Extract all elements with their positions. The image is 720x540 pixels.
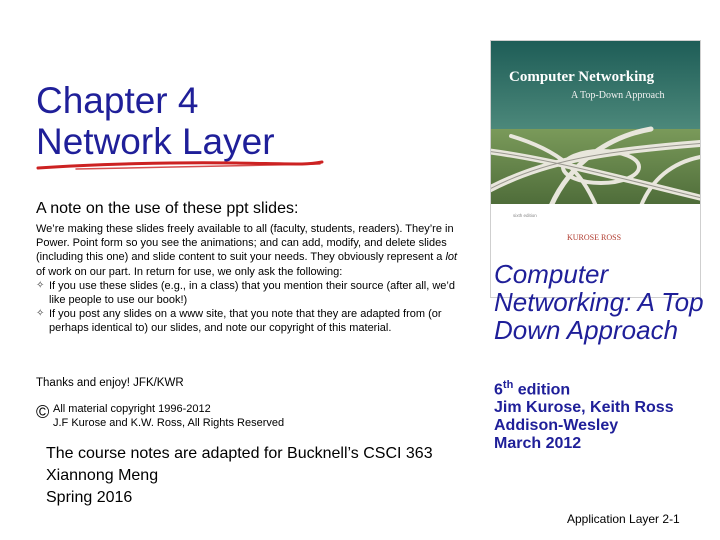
- title-line-chapter: Chapter 4: [36, 80, 199, 121]
- note-intro: [36, 222, 466, 279]
- copyright-block: [36, 402, 284, 430]
- book-publisher: Addison-Wesley: [494, 417, 619, 435]
- note-body: [36, 222, 466, 336]
- note-bullet-text: If you use these slides (e.g., in a class) that you mention their source (after all, we’d like people to use our book!): [49, 279, 455, 307]
- book-edition: [494, 376, 674, 399]
- cover-title: Computer Networking: [509, 69, 655, 85]
- edition-suffix: th: [502, 379, 514, 391]
- course-instructor: Xiannong Meng: [46, 467, 159, 484]
- thanks-line: Thanks and enjoy! JFK/KWR: [36, 377, 184, 389]
- note-bullet-item: [36, 279, 466, 307]
- course-notes: [46, 443, 433, 509]
- edition-number: 6: [494, 381, 503, 399]
- slide-title: [36, 80, 275, 162]
- course-term: Spring 2016: [46, 489, 133, 506]
- copyright-line: All material copyright 1996-2012: [53, 403, 211, 415]
- note-heading: A note on the use of these ppt slides:: [36, 200, 299, 217]
- slide-footer: Application Layer 2-1: [567, 512, 680, 526]
- book-title: Computer Networking: A Top Down Approach: [494, 259, 704, 345]
- edition-word: edition: [513, 381, 571, 399]
- note-intro-italic: lot: [445, 251, 458, 264]
- bullet-check-icon: ✧: [36, 279, 45, 291]
- book-info: [494, 376, 674, 453]
- note-bullet-list: [36, 279, 466, 336]
- cover-subtitle: A Top-Down Approach: [571, 90, 665, 101]
- cover-authors: KUROSE ROSS: [567, 233, 622, 242]
- book-date: March 2012: [494, 435, 582, 453]
- copyright-icon: ©: [36, 402, 50, 422]
- title-underline-stroke: [36, 158, 326, 172]
- course-line: The course notes are adapted for Bucknell’s CSCI 363: [46, 445, 433, 462]
- note-intro-end: of work on our part. In return for use, we only ask the following:: [36, 265, 343, 278]
- copyright-line: J.F Kurose and K.W. Ross, All Rights Reserved: [53, 417, 285, 429]
- bullet-check-icon: ✧: [36, 308, 45, 320]
- title-line-topic: Network Layer: [36, 121, 275, 162]
- note-intro-text: We’re making these slides freely available to all (faculty, students, readers). They’re in Power. Point form so you see the animations; and can add, modify, and delete slides (including this one) and slide content to suit your needs. They obviously represent a: [36, 223, 454, 264]
- note-bullet-text: If you post any slides on a www site, that you note that they are adapted from (or perhaps identical to) our slides, and note our copyright of this material.: [49, 308, 442, 335]
- book-authors: Jim Kurose, Keith Ross: [494, 399, 674, 417]
- note-bullet-item: [36, 307, 466, 335]
- cover-small-text: sixth edition: [513, 213, 537, 218]
